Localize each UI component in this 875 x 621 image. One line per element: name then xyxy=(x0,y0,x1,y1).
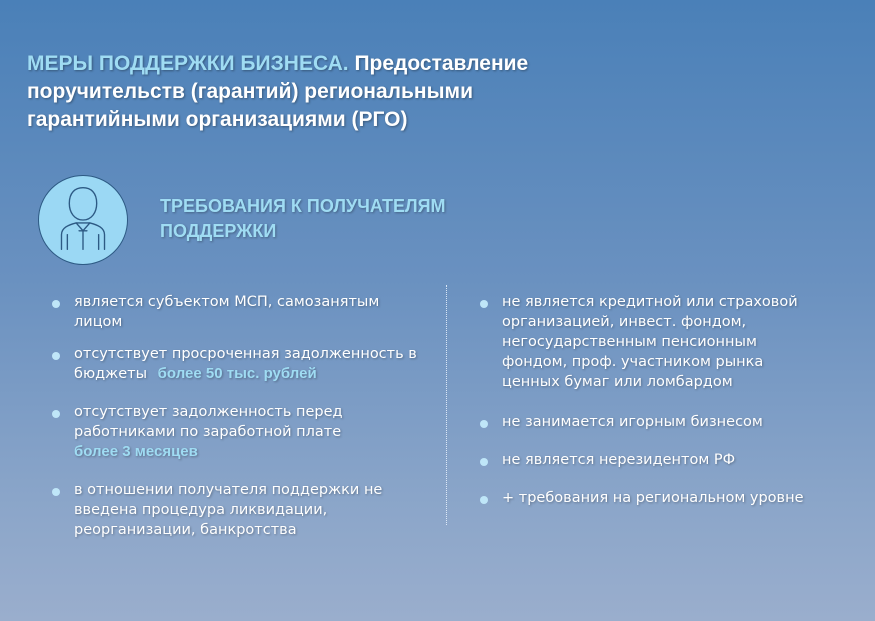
bullet-icon xyxy=(480,300,488,308)
person-icon xyxy=(39,176,127,264)
avatar xyxy=(38,175,128,265)
list-item-text: является субъектом МСП, самозанятым лицом xyxy=(74,294,380,330)
bullet-icon xyxy=(52,410,60,418)
list-item xyxy=(480,488,850,508)
list-item-text: отсутствует задолженность перед работниками по заработной плате xyxy=(74,404,343,440)
highlight-duration: более 3 месяцев xyxy=(74,443,198,460)
highlight-amount: более 50 тыс. рублей xyxy=(157,365,317,382)
right-requirements-list xyxy=(480,292,850,508)
list-item-text: не является кредитной или страховой организацией, инвест. фондом, негосударственным пенсионным фондом, проф. участником рынка ценных бумаг или ломбардом xyxy=(502,294,798,390)
requirements-title-line1: ТРЕБОВАНИЯ К ПОЛУЧАТЕЛЯМ xyxy=(160,196,446,216)
list-item xyxy=(52,402,384,462)
list-item-text: отсутствует просроченная задолженность в бюджеты xyxy=(74,346,417,382)
bullet-icon xyxy=(52,488,60,496)
bullet-icon xyxy=(52,300,60,308)
list-item xyxy=(480,292,822,392)
requirements-title xyxy=(160,194,490,244)
list-item xyxy=(52,344,422,384)
bullet-icon xyxy=(480,496,488,504)
page-title-accent: МЕРЫ ПОДДЕРЖКИ БИЗНЕСА. xyxy=(27,52,349,75)
page-title-text: Предоставление поручительств (гарантий) региональными гарантийными организациями (РГО) xyxy=(27,52,529,131)
list-item-text: + требования на региональном уровне xyxy=(502,490,804,506)
bullet-icon xyxy=(52,352,60,360)
requirements-title-line2: ПОДДЕРЖКИ xyxy=(160,221,277,241)
list-item-text: не занимается игорным бизнесом xyxy=(502,414,763,430)
left-requirements-list xyxy=(52,292,422,540)
page-title xyxy=(27,50,607,134)
list-item xyxy=(52,480,404,540)
list-item xyxy=(480,450,850,470)
list-item-text: в отношении получателя поддержки не введена процедура ликвидации, реорганизации, банкротства xyxy=(74,482,383,538)
list-item xyxy=(52,292,419,332)
list-item-text: не является нерезидентом РФ xyxy=(502,452,736,468)
bullet-icon xyxy=(480,458,488,466)
list-item xyxy=(480,412,850,432)
column-divider xyxy=(446,285,447,525)
bullet-icon xyxy=(480,420,488,428)
